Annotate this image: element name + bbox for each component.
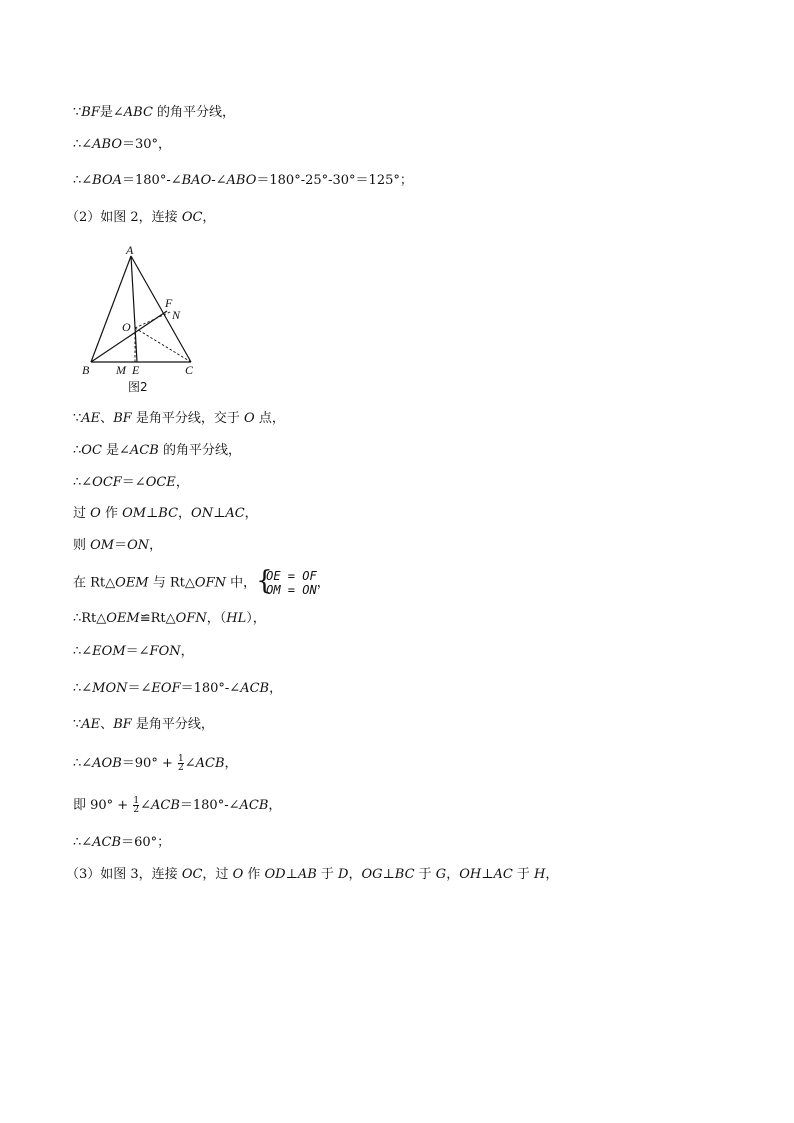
text: ACB xyxy=(92,835,122,850)
text-line-5 xyxy=(73,410,285,428)
text: OD xyxy=(264,867,286,882)
text: ，过 xyxy=(202,867,233,882)
label-e: E xyxy=(132,363,140,377)
label-b: B xyxy=(82,363,90,377)
text-line-15 xyxy=(73,755,238,773)
text-line-10 xyxy=(73,566,330,597)
text-line-17 xyxy=(73,834,170,852)
text: ACB xyxy=(150,798,180,813)
text: AE xyxy=(81,411,101,426)
text: ∴Rt△ xyxy=(73,611,107,626)
text: ， xyxy=(268,798,282,813)
text: ＝180°-∠ xyxy=(179,798,240,813)
text: ⊥ xyxy=(285,867,298,882)
text: ∵ xyxy=(73,717,82,732)
text: ＝180°-∠ xyxy=(122,173,182,188)
text: OC xyxy=(181,867,203,882)
triangle-figure-2 xyxy=(80,242,210,400)
text: ⊥ xyxy=(481,867,494,882)
fraction-half xyxy=(178,755,184,772)
text: 是∠ xyxy=(101,443,130,458)
text-line-4 xyxy=(66,209,215,227)
text: ⊥ xyxy=(213,506,226,521)
text: 是角平分线， xyxy=(131,717,214,732)
text: ∠ xyxy=(140,798,151,813)
text-line-12 xyxy=(73,643,194,661)
text-line-16 xyxy=(73,797,281,815)
text: ABO xyxy=(226,173,257,188)
text: ACB xyxy=(195,756,225,771)
text: （3）如图 3，连接 xyxy=(66,867,182,882)
text: OC xyxy=(81,443,102,458)
text: ∴ xyxy=(73,443,82,458)
label-c: C xyxy=(185,363,194,377)
text: OC xyxy=(181,210,203,225)
text: ， xyxy=(175,475,189,490)
text: HL xyxy=(226,611,247,626)
text-line-14 xyxy=(73,716,214,734)
text-line-7 xyxy=(73,474,189,492)
text: -∠ xyxy=(211,173,227,188)
equation-1: OE = OF xyxy=(266,569,317,583)
text: ON xyxy=(191,506,214,521)
figure-caption: 图2 xyxy=(128,380,148,394)
text: ， xyxy=(178,506,192,521)
label-n: N xyxy=(172,308,181,322)
text-line-9 xyxy=(73,537,162,555)
text: ∴∠ xyxy=(73,644,93,659)
text: D xyxy=(338,867,349,882)
text: AB xyxy=(297,867,317,882)
text: 作 xyxy=(243,867,265,882)
label-o: O xyxy=(122,320,131,334)
numerator: 1 xyxy=(177,754,184,764)
text: ⊥ xyxy=(382,867,395,882)
text: ＝60°； xyxy=(121,835,171,850)
equation-2: OM = ON xyxy=(266,583,317,597)
text: H xyxy=(534,867,546,882)
text: 是∠ xyxy=(99,105,124,120)
text: ABC xyxy=(123,105,153,120)
text: ， xyxy=(202,210,216,225)
text: ∵ xyxy=(73,411,82,426)
text: 、 xyxy=(100,411,114,426)
text: ⊥ xyxy=(146,506,159,521)
text: BC xyxy=(394,867,415,882)
text: ABO xyxy=(92,137,123,152)
text: ， xyxy=(545,867,559,882)
text: OEM xyxy=(106,611,140,626)
text: ∵ xyxy=(73,105,82,120)
text: 在 Rt△ xyxy=(73,575,116,591)
text: G xyxy=(435,867,447,882)
text: 与 Rt△ xyxy=(148,575,195,591)
text: OM xyxy=(90,538,115,553)
text: ACB xyxy=(129,443,159,458)
text-line-8 xyxy=(73,505,258,523)
text-line-1 xyxy=(73,104,235,122)
text: ＝∠ xyxy=(127,681,152,696)
text: BF xyxy=(113,717,132,732)
text: BF xyxy=(81,105,100,120)
text: 点， xyxy=(254,411,285,426)
text: ∴∠ xyxy=(73,137,93,152)
text: BC xyxy=(158,506,179,521)
text: 即 90° + xyxy=(73,798,133,813)
text: ， xyxy=(224,756,238,771)
brace-icon: { xyxy=(256,566,273,596)
text: FON xyxy=(149,644,181,659)
text-line-2 xyxy=(73,136,171,154)
text: ， xyxy=(348,867,362,882)
text: ＝90° + xyxy=(121,756,177,771)
numerator: 1 xyxy=(133,796,140,806)
text: ≌Rt△ xyxy=(139,611,176,626)
dashed-oc xyxy=(135,328,191,362)
segment-ae xyxy=(131,256,137,362)
text: BOA xyxy=(92,173,123,188)
text-line-3 xyxy=(73,172,413,190)
text: 于 xyxy=(316,867,339,882)
text: 是角平分线，交于 xyxy=(131,411,245,426)
text: 于 xyxy=(512,867,535,882)
text: ∴∠ xyxy=(73,475,93,490)
text-line-18 xyxy=(66,866,558,884)
text: ）， xyxy=(246,611,266,626)
text: ∴∠ xyxy=(73,681,93,696)
label-a: A xyxy=(126,243,134,257)
side-ac xyxy=(131,256,191,362)
text: 则 xyxy=(73,538,91,553)
text: ON xyxy=(127,538,150,553)
text-line-11 xyxy=(73,610,266,628)
text: OG xyxy=(361,867,383,882)
text: ∴∠ xyxy=(73,756,93,771)
text: OH xyxy=(459,867,482,882)
text: OEM xyxy=(115,575,149,591)
text: ， xyxy=(149,538,163,553)
text: ， xyxy=(244,506,258,521)
label-f: F xyxy=(165,296,173,310)
text: 的角平分线， xyxy=(152,105,236,120)
text-line-6 xyxy=(73,442,241,460)
text: EOF xyxy=(151,681,181,696)
text: O xyxy=(232,867,244,882)
text: ∴∠ xyxy=(73,835,93,850)
text: ＝ xyxy=(114,538,128,553)
text: ∠ xyxy=(184,756,196,771)
text: OFN xyxy=(175,611,207,626)
text: EOM xyxy=(92,644,126,659)
label-m: M xyxy=(116,363,126,377)
text: AC xyxy=(493,867,513,882)
text-line-13 xyxy=(73,680,282,698)
text: ， xyxy=(269,681,283,696)
text: AOB xyxy=(92,756,122,771)
text: ， xyxy=(316,575,330,591)
text: 、 xyxy=(100,717,114,732)
text: ，（ xyxy=(206,611,227,626)
text: ， xyxy=(180,644,194,659)
text: OM xyxy=(122,506,147,521)
text: ∴∠ xyxy=(73,173,93,188)
text: BAO xyxy=(181,173,212,188)
text: OCE xyxy=(145,475,176,490)
text: O xyxy=(90,506,101,521)
text: （2）如图 2，连接 xyxy=(66,210,182,225)
text: ＝∠ xyxy=(125,644,150,659)
equation-system xyxy=(256,566,317,597)
text: BF xyxy=(113,411,132,426)
text: ACB xyxy=(240,681,270,696)
text: ACB xyxy=(239,798,269,813)
text: 的角平分线， xyxy=(158,443,241,458)
text: AE xyxy=(81,717,101,732)
text: 于 xyxy=(414,867,436,882)
text: ＝180°-∠ xyxy=(180,681,241,696)
dashed-on xyxy=(135,312,170,328)
text: 中， xyxy=(225,575,257,591)
text: O xyxy=(244,411,255,426)
text: 作 xyxy=(100,506,123,521)
text: ＝180°-25°-30°＝125°； xyxy=(256,173,413,188)
denominator: 2 xyxy=(133,805,140,815)
text: AC xyxy=(225,506,245,521)
side-ab xyxy=(91,256,131,362)
text: OFN xyxy=(194,575,226,591)
text: OCF xyxy=(92,475,122,490)
denominator: 2 xyxy=(177,763,184,773)
text: 过 xyxy=(73,506,91,521)
text: ＝∠ xyxy=(121,475,146,490)
text: ， xyxy=(446,867,460,882)
text: MON xyxy=(92,681,128,696)
fraction-half xyxy=(133,797,139,814)
text: ＝30°， xyxy=(122,137,172,152)
